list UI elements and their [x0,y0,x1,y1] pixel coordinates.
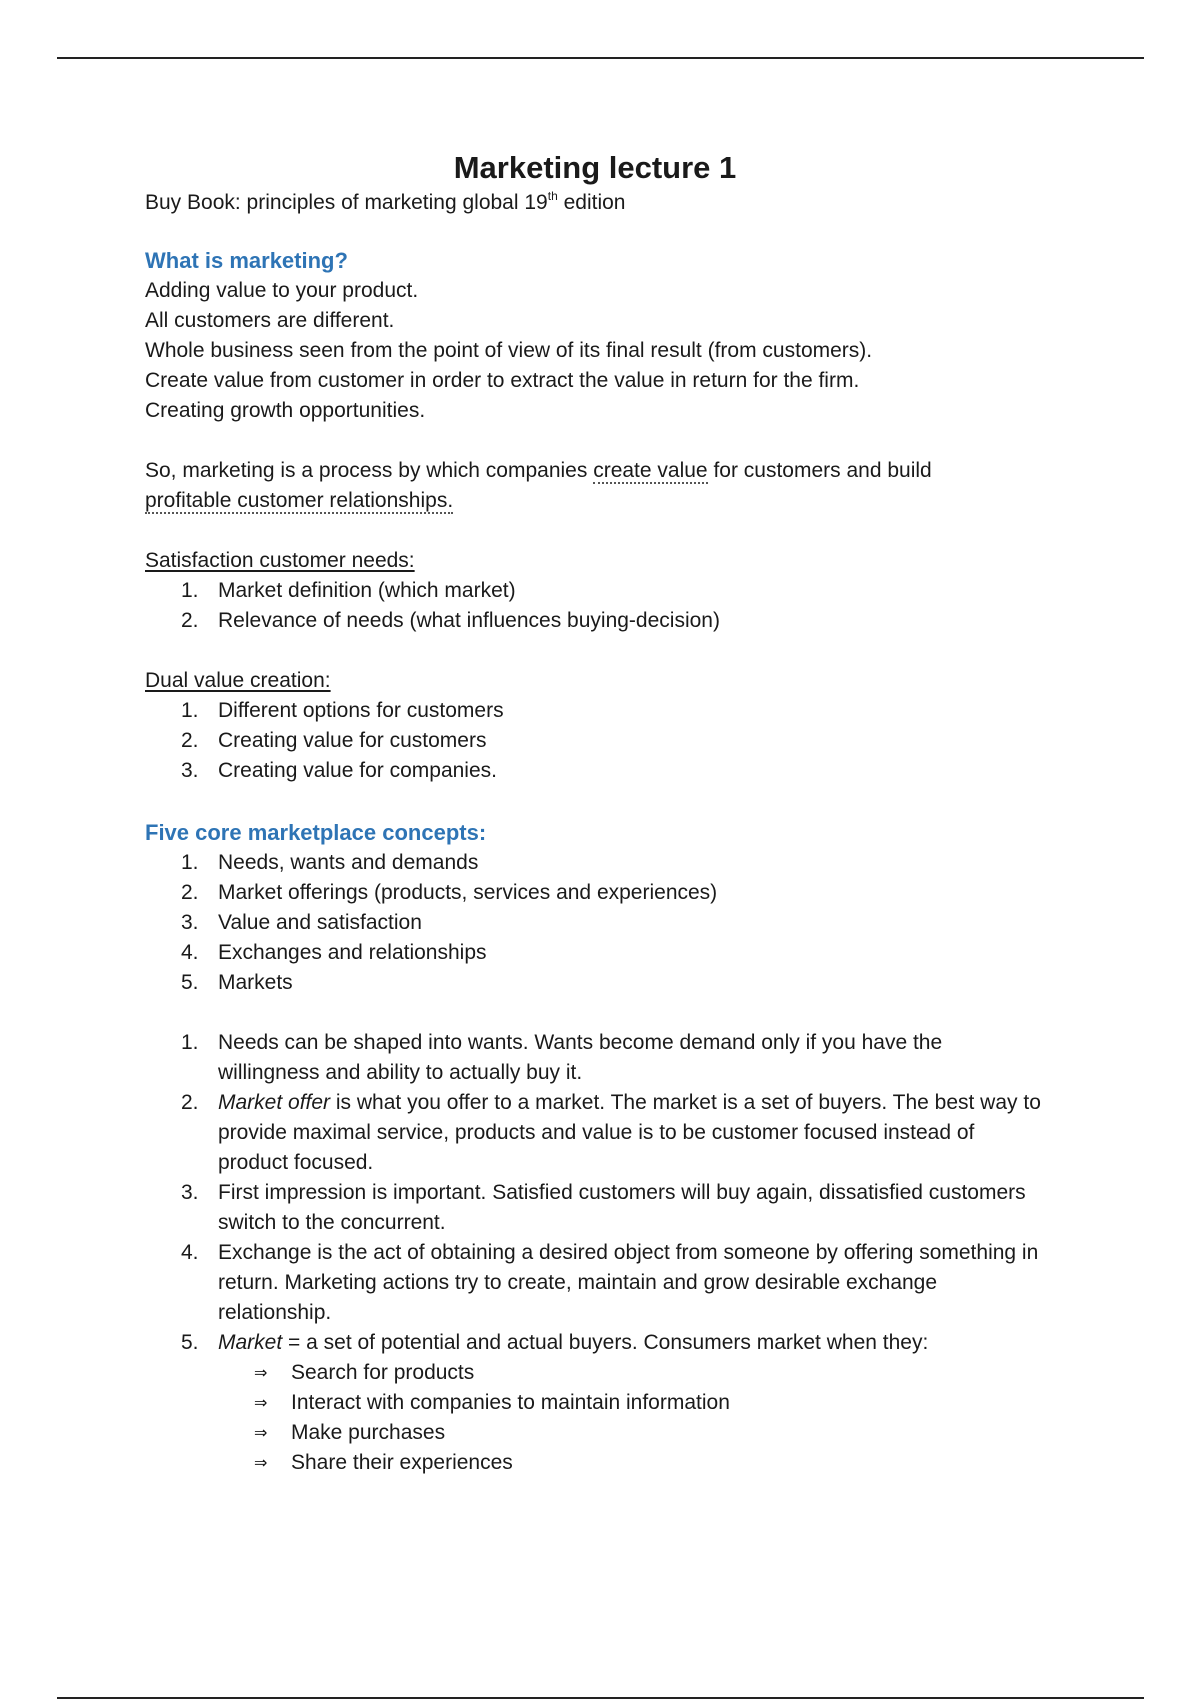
list-item [145,1328,1045,1358]
list-item [145,1028,1045,1088]
list-number: 3. [181,1181,199,1204]
five-core-list [145,848,1045,998]
list-item [145,1088,1045,1178]
list-item [145,576,1045,606]
list-item [145,1418,1045,1448]
list-number: 1. [181,1031,199,1054]
heading-what-is-marketing: What is marketing? [145,248,348,273]
heading-satisfaction: Satisfaction customer needs: [145,549,415,572]
bottom-rule [57,1697,1144,1699]
list-item-text: Exchange is the act of obtaining a desired object from someone by offering something in return. Marketing actions try to create, maintain and grow desirable exchange relationship. [218,1241,1039,1324]
page-title: Marketing lecture 1 [453,150,737,185]
list-number: 2. [181,729,199,752]
what-line-2: All customers are different. [145,309,395,332]
list-item [145,606,1045,636]
list-item-text: Markets [218,971,293,994]
list-number: 4. [181,941,199,964]
book-sup: th [547,189,558,203]
heading-dual-value: Dual value creation: [145,669,331,692]
list-number: 5. [181,971,199,994]
arrow-icon: ⇒ [254,1363,268,1382]
market-term: Market [218,1331,283,1354]
list-item-text: Creating value for customers [218,729,487,752]
list-item-text: First impression is important. Satisfied customers will buy again, dissatisfied customers switch to the concurrent. [218,1181,1026,1234]
list-item-text: Needs can be shaped into wants. Wants become demand only if you have the willingness and ability to actually buy it. [218,1031,943,1084]
list-item-text: Market offerings (products, services and experiences) [218,881,718,904]
explanations-list [145,1028,1045,1358]
book-suffix: edition [557,191,626,214]
list-item-text: Creating value for companies. [218,759,497,782]
list-item-text: is what you offer to a market. The market is a set of buyers. The best way to provide maximal service, products and value is to be customer focused instead of product focused. [218,1091,1041,1174]
list-item [145,848,1045,878]
list-number: 1. [181,579,199,602]
arrow-icon: ⇒ [254,1423,268,1442]
list-number: 2. [181,1091,199,1114]
list-item [145,1238,1045,1328]
list-number: 2. [181,609,199,632]
list-item-text: Interact with companies to maintain information [291,1391,730,1414]
definition-paragraph [145,456,1045,516]
list-item-text: = a set of potential and actual buyers. Consumers market when they: [282,1331,929,1354]
list-item [145,908,1045,938]
profitable-relationships-link[interactable]: profitable customer relationships. [145,489,454,512]
list-item [145,696,1045,726]
create-value-link[interactable]: create value [593,459,708,482]
list-number: 1. [181,699,199,722]
list-item [145,878,1045,908]
arrow-icon: ⇒ [254,1393,268,1412]
list-item [145,1448,1045,1478]
list-item-text: Different options for customers [218,699,504,722]
list-item-text: Make purchases [291,1421,446,1444]
satisfaction-list [145,576,1045,636]
list-number: 5. [181,1331,199,1354]
what-line-5: Creating growth opportunities. [145,399,426,422]
list-item [145,1358,1045,1388]
list-item-text: Exchanges and relationships [218,941,487,964]
list-item-text: Search for products [291,1361,475,1384]
list-number: 4. [181,1241,199,1264]
list-item [145,726,1045,756]
what-line-1: Adding value to your product. [145,279,419,302]
definition-part1: So, marketing is a process by which companies [145,459,594,482]
list-item-text: Value and satisfaction [218,911,422,934]
book-line [145,188,1045,218]
market-activities-list [145,1358,1045,1478]
list-item-text: Relevance of needs (what influences buying-decision) [218,609,720,632]
book-text: Buy Book: principles of marketing global 19 [145,191,548,214]
definition-part2: for customers and build [707,459,932,482]
list-number: 2. [181,881,199,904]
list-number: 3. [181,759,199,782]
document-page [145,140,1045,1478]
list-item [145,968,1045,998]
market-offer-term: Market offer [218,1091,331,1114]
top-rule [57,57,1144,59]
what-line-4: Create value from customer in order to extract the value in return for the firm. [145,369,860,392]
list-item-text: Share their experiences [291,1451,513,1474]
list-item-text: Market definition (which market) [218,579,516,602]
dual-value-list [145,696,1045,786]
list-number: 3. [181,911,199,934]
list-number: 1. [181,851,199,874]
what-line-3: Whole business seen from the point of view of its final result (from customers). [145,339,873,362]
arrow-icon: ⇒ [254,1453,268,1472]
list-item-text: Needs, wants and demands [218,851,479,874]
list-item [145,1178,1045,1238]
heading-five-core: Five core marketplace concepts: [145,820,487,845]
list-item [145,938,1045,968]
list-item [145,1388,1045,1418]
list-item [145,756,1045,786]
